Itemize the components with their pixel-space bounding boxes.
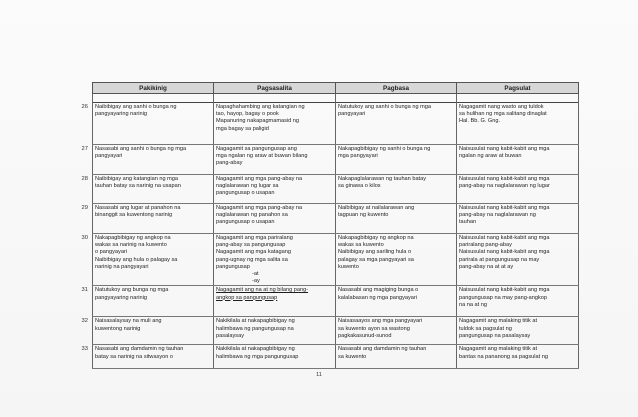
cell-text: tuldok sa pagsulat ng (459, 325, 512, 332)
cell-pakikinig (93, 175, 214, 204)
cell-text: pang-abay (216, 160, 243, 167)
cell-text: Mapanuring nakapagmamasid ng (216, 118, 300, 125)
spacer-row (93, 94, 579, 103)
cell-pagsulat (457, 145, 579, 175)
cell-pagsasalita (214, 145, 336, 175)
cell-text: halimbawa ng pangungusap na (216, 325, 294, 332)
cell-text: Nasasabi ang sanhi o bunga ng mga (95, 146, 187, 152)
cell-pagsulat (457, 317, 579, 345)
cell-text: Natutukoy ang bunga ng mga (95, 287, 169, 294)
cell-text: sa hulihan ng mga salitang dinaglat (459, 111, 547, 118)
cell-text: sa kuwento (338, 353, 367, 360)
cell-text: batay sa narinig na sitwasyon o (95, 353, 174, 360)
row-number: 32 (81, 318, 88, 324)
header-pagsasalita: Pagsasalita (214, 83, 336, 94)
cell-pakikinig (93, 234, 214, 286)
row-number: 29 (81, 205, 88, 211)
cell-text: Nagagamit sa pangungusap ang (216, 146, 297, 152)
cell-text: parirala at pangungusap na may (459, 256, 540, 263)
cell-pakikinig (93, 145, 214, 175)
cell-text: -at (252, 271, 259, 278)
cell-text: narinig na pangyayari (95, 263, 149, 270)
cell-text: pangungusap o usapan (216, 219, 275, 226)
cell-text: Naibibigay ang katangian ng mga (95, 176, 179, 182)
cell-text: mga ngalan ng araw at buwan bilang (216, 153, 308, 160)
cell-text: Nagagamit ang malaking titik at (459, 346, 538, 353)
cell-pagsasalita (214, 234, 336, 286)
table-header-row (93, 83, 579, 94)
cell-text: tao, hayop, bagay o pook (216, 111, 279, 118)
cell-pakikinig (93, 317, 214, 345)
cell-text: Nakikilala at nakapagbibigay ng (216, 346, 295, 353)
cell-pagsasalita (214, 103, 336, 145)
cell-pagsulat (457, 175, 579, 204)
cell-text: Natutukoy ang sanhi o bunga ng mga (338, 104, 431, 110)
cell-text: pangyayari (338, 111, 366, 118)
table-row (93, 145, 579, 175)
cell-text: binanggit sa kuwentong narinig (95, 212, 173, 219)
cell-text: Nakapagbibigay ng angkop na (95, 235, 171, 241)
cell-text: Naisusulat nang kabit-kabit ang mga (459, 287, 550, 294)
cell-pagsulat (457, 204, 579, 234)
cell-pagbasa (336, 317, 457, 345)
cell-text: ngalan ng araw at buwan (459, 153, 522, 160)
cell-pagbasa (336, 204, 457, 234)
cell-text: palagay sa mga pangyayari sa (338, 256, 414, 263)
cell-text: Nasasabi ang damdamin ng tauhan (338, 346, 427, 353)
cell-text: bantas na pananong sa pagsulat ng (459, 353, 548, 360)
cell-text: Nagagamit ang mga pang-abay na (216, 176, 303, 182)
header-pagsulat: Pagsulat (457, 83, 579, 94)
cell-text: halimbawa ng mga pangungusap (216, 353, 299, 360)
cell-text: Napaghahambing ang katangian ng (216, 104, 305, 110)
cell-pakikinig (93, 103, 214, 145)
cell-text: pang-abay na naglalarawan ng (459, 212, 536, 219)
cell-text: Naisusulat nang kabit-kabit ang mga (459, 235, 550, 241)
table-row (93, 317, 579, 345)
cell-text: pangyayaring narinig (95, 111, 147, 118)
cell-text: pariralang pang-abay (459, 242, 512, 249)
cell-pakikinig (93, 204, 214, 234)
cell-text: mga bagay sa paligid (216, 125, 269, 132)
cell-pagbasa (336, 175, 457, 204)
cell-text: kuwentong narinig (95, 325, 141, 332)
cell-pagsulat (457, 103, 579, 145)
row-number: 30 (81, 235, 88, 241)
row-number: 28 (81, 176, 88, 182)
cell-pagsulat (457, 345, 579, 369)
cell-text: kalalabasan ng mga pangyayari (338, 294, 417, 301)
cell-text: pangyayari (95, 153, 123, 160)
cell-text: Nasasabi ang lugar at panahon na (95, 205, 181, 211)
cell-text: o pangyayari (95, 249, 128, 256)
row-number: 31 (81, 287, 88, 293)
cell-text: Naisusulat nang kabit-kabit ang mga (459, 249, 550, 256)
cell-text: wakas sa kuwento (338, 242, 384, 249)
header-pagbasa: Pagbasa (336, 83, 457, 94)
cell-text: pang-abay na naglalarawan ng lugar (459, 183, 550, 190)
cell-pagbasa (336, 103, 457, 145)
cell-text: Nagagamit ang malaking titik at (459, 318, 538, 325)
cell-text: -ay (252, 278, 260, 285)
cell-pagsulat (457, 234, 579, 286)
table-row (93, 204, 579, 234)
cell-text: mga pangyayari (338, 153, 378, 160)
cell-text: naglalarawan ng lugar sa (216, 183, 279, 190)
cell-text: kuwento (338, 263, 359, 270)
cell-pakikinig (93, 286, 214, 317)
cell-text: tauhan batay sa narinig na usapan (95, 183, 181, 190)
cell-text: pangungusap (216, 263, 250, 270)
cell-text: tauhan (459, 219, 477, 226)
cell-pagbasa (336, 145, 457, 175)
cell-text: pang-ugnay ng mga salita sa (216, 256, 288, 263)
cell-text: Naibibigay at nailalarawan ang (338, 205, 415, 211)
cell-text: pagkakasunud-sunod (338, 332, 392, 339)
row-number: 33 (81, 346, 88, 352)
cell-text: Nakapaglalarawan ng tauhan batay (338, 176, 427, 182)
cell-text: angkop sa pangungusap (216, 294, 278, 301)
cell-text: Nagagamit ang na at ng bilang pang- (216, 287, 309, 294)
table-row (93, 286, 579, 317)
cell-text: pangungusap o usapan (216, 190, 275, 197)
cell-text: na na at ng (459, 301, 487, 308)
cell-text: pangyayaring narinig (95, 294, 147, 301)
cell-text: Naibibigay ang sanhi o bunga ng (95, 104, 177, 110)
cell-text: Nagagamit nang wasto ang tuldok (459, 104, 544, 110)
cell-text: pangungusap na pasalaysay (459, 332, 531, 339)
cell-text: Nakikilala at nakapagbibigay ng (216, 318, 295, 325)
table-row (93, 103, 579, 145)
cell-text: Naibibigay ang sariling hula o (338, 249, 412, 256)
table-row (93, 175, 579, 204)
row-number: 27 (81, 146, 88, 152)
cell-pagsasalita (214, 175, 336, 204)
cell-pagsasalita (214, 204, 336, 234)
cell-text: naglalarawan ng panahon sa (216, 212, 288, 219)
cell-pagbasa (336, 286, 457, 317)
cell-text: sa kuwento ayon sa wastong (338, 325, 410, 332)
cell-text: pang-abay na at at ay (459, 263, 514, 270)
cell-text: Naisusulat nang kabit-kabit ang mga (459, 146, 550, 152)
cell-pagsulat (457, 286, 579, 317)
cell-pagsasalita (214, 286, 336, 317)
competency-table (92, 82, 579, 369)
cell-text: Hal. Bb. G. Gng. (459, 118, 501, 125)
cell-text: Naisusulat nang kabit-kabit ang mga (459, 205, 550, 211)
table-row (93, 234, 579, 286)
cell-text: pangungusap na may pang-angkop (459, 294, 548, 301)
cell-text: Nagagamit ang mga pariralang (216, 235, 293, 241)
cell-pagbasa (336, 234, 457, 286)
cell-text: Naisasalaysay na muli ang (95, 318, 162, 325)
cell-text: Nagagamit ang mga katagang (216, 249, 291, 256)
row-number: 26 (81, 104, 88, 110)
cell-pagsasalita (214, 317, 336, 345)
cell-text: sa ginawa o kilos (338, 183, 381, 190)
page-number: 11 (316, 372, 322, 378)
cell-text: Naibibigay ang hula o palagay sa (95, 256, 178, 263)
cell-pakikinig (93, 345, 214, 369)
cell-text: Nagagamit ang mga pang-abay na (216, 205, 303, 211)
cell-text: Nakapagbibigay ng angkop na (338, 235, 414, 241)
cell-text: Naisasaayos ang mga pangyayari (338, 318, 423, 325)
cell-text: tagpuan ng kuwento (338, 212, 389, 219)
cell-pagsasalita (214, 345, 336, 369)
header-pakikinig: Pakikinig (93, 83, 214, 94)
table-row (93, 345, 579, 369)
cell-text: Naisusulat nang kabit-kabit ang mga (459, 176, 550, 182)
cell-text: pasalaysay (216, 332, 244, 339)
cell-text: Nasasabi ang magiging bunga o (338, 287, 419, 294)
cell-text: wakas sa narinig na kuwento (95, 242, 167, 249)
cell-text: Nakapagbibigay ng sanhi o bunga ng (338, 146, 431, 152)
cell-text: pang-abay sa pangungusap (216, 242, 286, 249)
cell-text: Nasasabi ang damdamin ng tauhan (95, 346, 184, 353)
cell-pagbasa (336, 345, 457, 369)
